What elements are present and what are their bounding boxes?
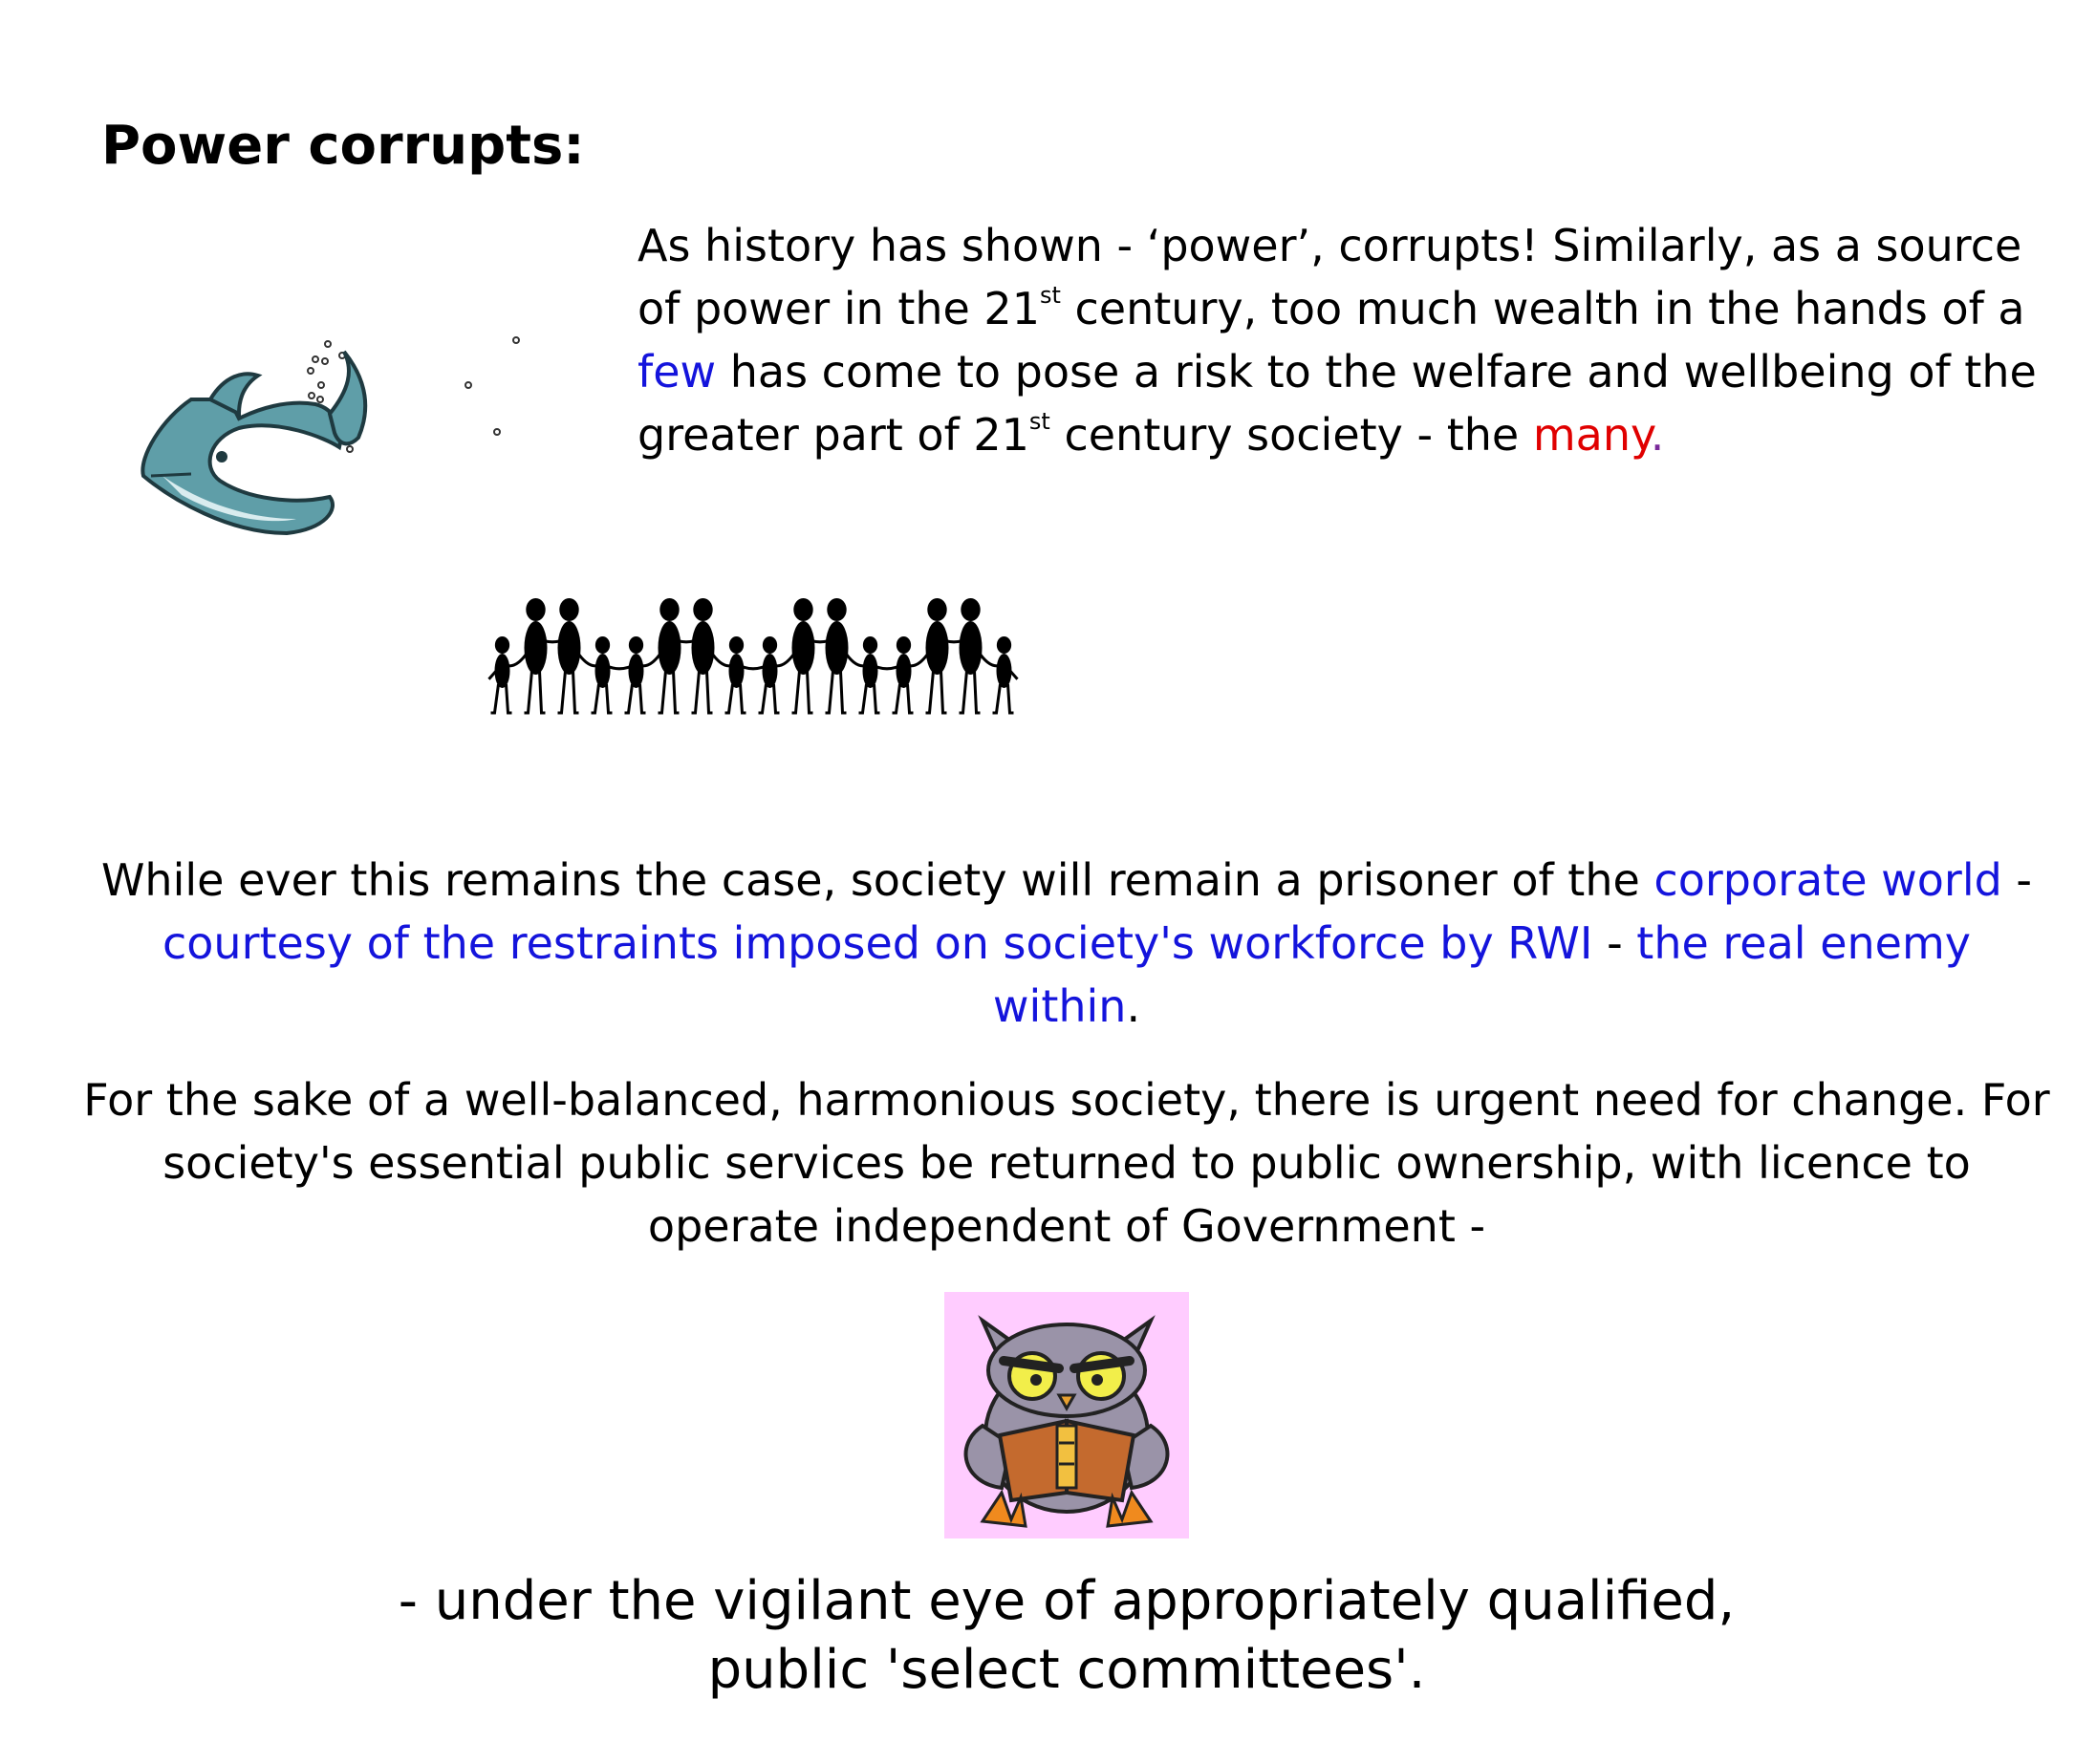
corporate-world-link[interactable]: corporate world — [1653, 854, 2002, 906]
person-figure — [759, 636, 780, 713]
reading-owl-icon — [944, 1292, 1189, 1538]
real-enemy-within-link[interactable]: the real enemy within — [992, 917, 1971, 1032]
corporate-world-paragraph: While ever this remains the case, society will remain a prisoner of the corporate world - courtesy of the restraints imposed on society's workforce by RWI - the real enemy within. — [100, 854, 2033, 1032]
person-figure — [993, 636, 1014, 713]
person-figure — [525, 598, 548, 713]
public-ownership-paragraph: For the sake of a well-balanced, harmonious society, there is urgent need for change. For society's essential public services be returned to public ownership, with licence to operate independent of Government - — [83, 1074, 2050, 1252]
rwi-restraints-link[interactable]: courtesy of the restraints imposed on society's workforce by RWI — [162, 917, 1593, 969]
closing-statement: - under the vigilant eye of appropriately qualified, public 'select committees'. — [398, 1570, 1736, 1701]
person-figure — [893, 636, 914, 713]
person-figure — [692, 598, 715, 713]
person-figure — [926, 598, 949, 713]
person-figure — [625, 636, 646, 713]
person-figure — [792, 598, 815, 713]
person-figure — [725, 636, 746, 713]
people-chain-icon — [476, 591, 1026, 724]
intro-paragraph: As history has shown - ‘power’, corrupts! Similarly, as a source of power in the 21st century, too much wealth in the hands of a few has come to pose a risk to the welfare and wellbeing of the greater part of 21st century society - the many. — [637, 220, 2037, 461]
page-title: Power corrupts: — [101, 115, 585, 177]
person-figure — [859, 636, 880, 713]
few-link[interactable]: few — [637, 346, 717, 398]
person-figure — [659, 598, 681, 713]
person-figure — [592, 636, 613, 713]
person-figure — [826, 598, 849, 713]
many-link[interactable]: many — [1532, 409, 1651, 461]
shark-icon — [134, 333, 545, 562]
person-figure — [558, 598, 581, 713]
person-figure — [960, 598, 983, 713]
